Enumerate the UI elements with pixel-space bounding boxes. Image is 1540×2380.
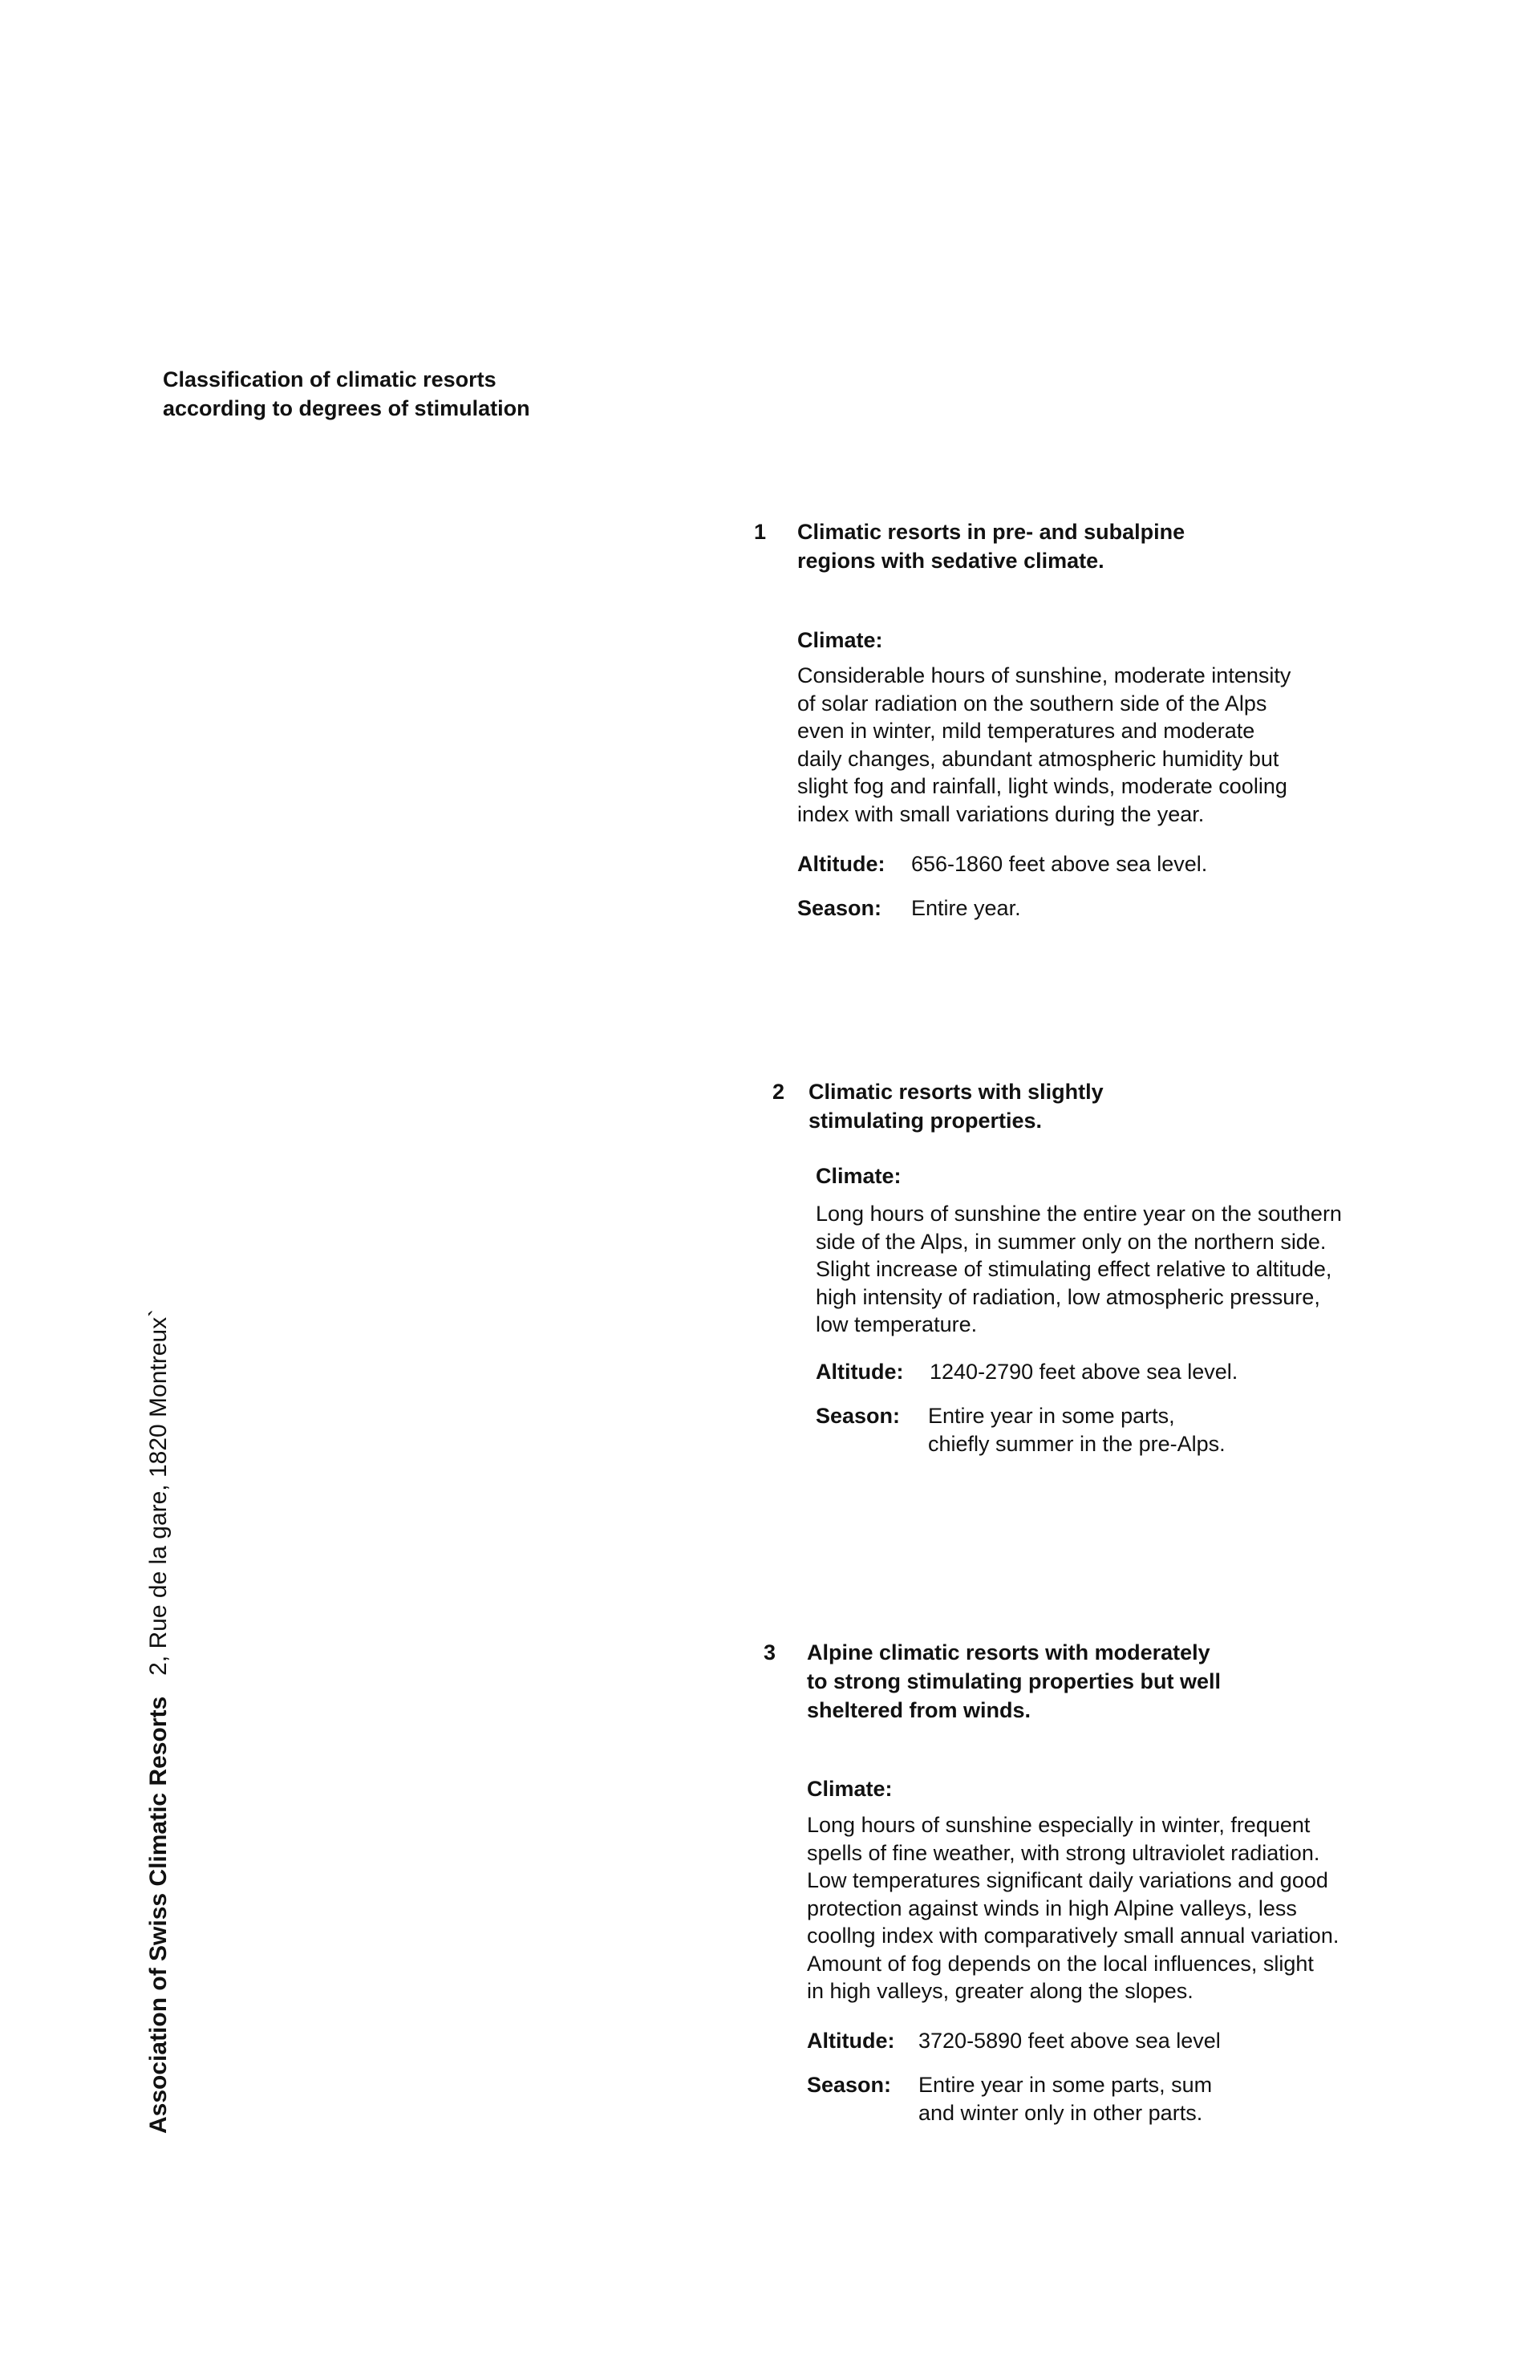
altitude-value: 3720-5890 feet above sea level	[918, 2029, 1221, 2053]
season-value: Entire year in some parts, sum and winter only in other parts.	[918, 2073, 1213, 2125]
organization-address: 2, Rue de la gare, 1820 Montreux`	[145, 1308, 172, 1676]
section-3	[764, 1638, 1485, 2151]
altitude-label: Altitude:	[816, 1360, 904, 1384]
climate-label: Climate:	[797, 628, 883, 652]
vertical-sidebar-text	[143, 1251, 175, 2134]
section-number: 1	[754, 520, 767, 544]
document-title	[163, 365, 612, 423]
section-heading: Climatic resorts with slightly stimulating properties.	[808, 1080, 1104, 1133]
section-2	[772, 1077, 1494, 1478]
altitude-value: 656-1860 feet above sea level.	[911, 852, 1208, 876]
climate-label: Climate:	[807, 1777, 893, 1801]
organization-name: Association of Swiss Climatic Resorts	[145, 1696, 172, 2134]
document-title-line-2: according to degrees of stimulation	[163, 396, 530, 420]
section-number: 3	[764, 1640, 776, 1664]
section-heading: Climatic resorts in pre- and subalpine regions with sedative climate.	[797, 520, 1185, 573]
section-number: 2	[772, 1080, 785, 1104]
altitude-label: Altitude:	[807, 2029, 895, 2053]
section-1	[754, 517, 1476, 943]
season-label: Season:	[807, 2073, 892, 2097]
climate-text: Long hours of sunshine the entire year on the southern side of the Alps, in summer only on the northern side. Slight increase of stimulating effect relative to altitude, high intensity of radiation, low atmospheric pressure, low temperature.	[816, 1202, 1342, 1336]
season-value: Entire year in some parts, chiefly summer in the pre-Alps.	[928, 1404, 1226, 1456]
season-label: Season:	[816, 1404, 901, 1428]
document-title-line-1: Classification of climatic resorts	[163, 367, 496, 391]
section-heading: Alpine climatic resorts with moderately to strong stimulating properties but well sheltered from winds.	[807, 1640, 1222, 1722]
season-label: Season:	[797, 896, 882, 920]
altitude-label: Altitude:	[797, 852, 886, 876]
climate-label: Climate:	[816, 1164, 902, 1188]
climate-text: Considerable hours of sunshine, moderate intensity of solar radiation on the southern side of the Alps even in winter, mild temperatures and moderate daily changes, abundant atmospheric humidity but slight fog and rainfall, light winds, moderate cooling index with small variations during the year.	[797, 663, 1291, 826]
altitude-value: 1240-2790 feet above sea level.	[930, 1360, 1238, 1384]
climate-text: Long hours of sunshine especially in winter, frequent spells of fine weather, with strong ultraviolet radiation. Low temperatures significant daily variations and good protection against winds in high Alpine valleys, less coollng index with comparatively small annual variation. Amount of fog depends on the local influences, slight in high valleys, greater along the slopes.	[807, 1813, 1339, 2003]
season-value: Entire year.	[911, 896, 1021, 920]
